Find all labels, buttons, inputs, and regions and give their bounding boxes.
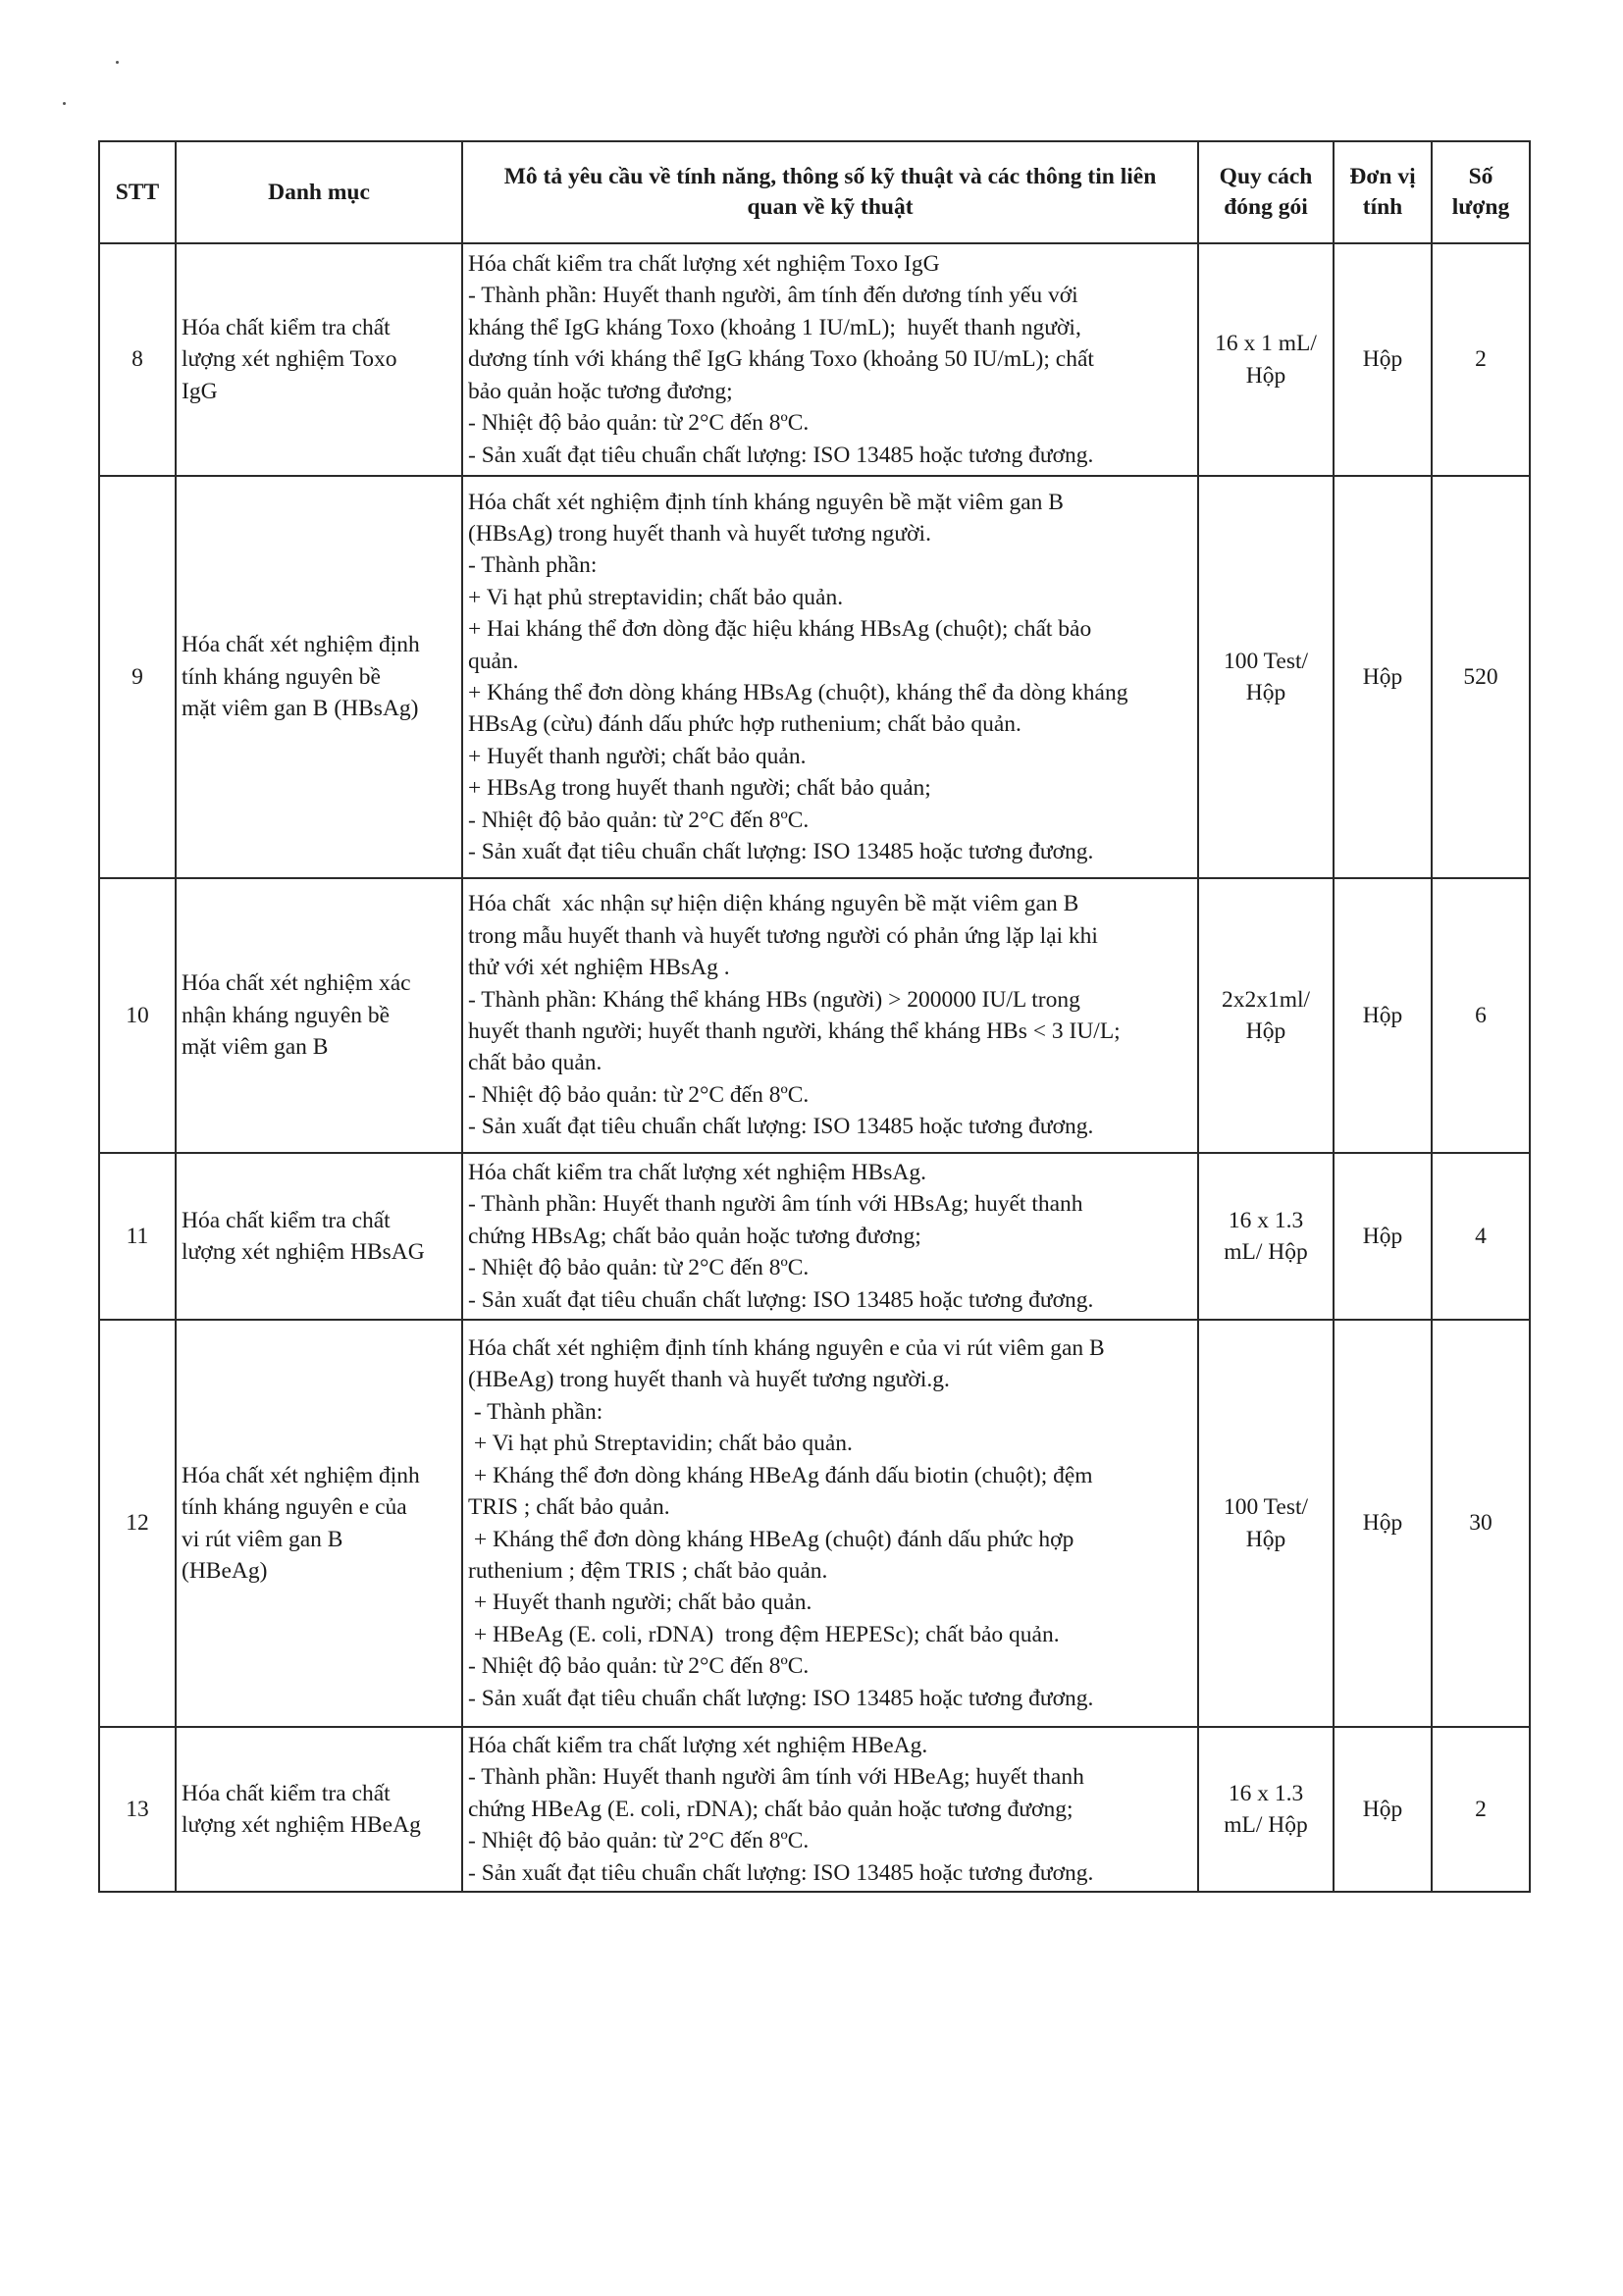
description-line: Hóa chất kiểm tra chất lượng xét nghiệm HBeAg.: [468, 1732, 928, 1758]
table-row: [99, 1320, 1530, 1727]
description-line: Hóa chất xét nghiệm định tính kháng nguyên e của vi rút viêm gan B: [468, 1335, 1105, 1362]
header-unit: [1334, 141, 1432, 243]
cell-description: [462, 1320, 1198, 1727]
description-line: dương tính với kháng thể IgG kháng Toxo (khoảng 50 IU/mL); chất: [468, 346, 1094, 373]
cell-stt: 12: [99, 1320, 176, 1727]
category-line: IgG: [182, 378, 218, 404]
packaging-line: 16 x 1.3: [1228, 1780, 1304, 1806]
cell-unit: Hộp: [1334, 476, 1432, 878]
header-packaging: [1198, 141, 1334, 243]
packaging-line: 16 x 1 mL/: [1215, 331, 1317, 357]
cell-packaging: [1198, 1153, 1334, 1320]
description-line: - Sản xuất đạt tiêu chuẩn chất lượng: ISO 13485 hoặc tương đương.: [468, 1685, 1094, 1711]
description-line: - Sản xuất đạt tiêu chuẩn chất lượng: ISO 13485 hoặc tương đương.: [468, 839, 1094, 865]
cell-packaging: [1198, 1727, 1334, 1892]
description-line: - Thành phần: Kháng thể kháng HBs (người) > 200000 IU/L trong: [468, 986, 1080, 1013]
header-unit-line: tính: [1362, 194, 1403, 220]
cell-unit: Hộp: [1334, 1320, 1432, 1727]
packaging-line: Hộp: [1245, 362, 1286, 389]
header-description: [462, 141, 1198, 243]
category-line: Hóa chất kiểm tra chất: [182, 1207, 391, 1233]
packaging-line: 2x2x1ml/: [1221, 986, 1311, 1013]
description-line: Hóa chất kiểm tra chất lượng xét nghiệm Toxo IgG: [468, 251, 940, 278]
cell-packaging: [1198, 476, 1334, 878]
cell-category: [176, 1320, 462, 1727]
cell-category: [176, 1727, 462, 1892]
category-line: lượng xét nghiệm Toxo: [182, 346, 397, 373]
description-line: (HBsAg) trong huyết thanh và huyết tương người.: [468, 520, 931, 547]
description-line: - Thành phần:: [468, 1398, 603, 1425]
table-header-row: [99, 141, 1530, 243]
description-line: - Thành phần: Huyết thanh người, âm tính đến dương tính yếu với: [468, 283, 1078, 309]
cell-stt: 10: [99, 878, 176, 1153]
cell-category: [176, 243, 462, 476]
cell-packaging: [1198, 243, 1334, 476]
cell-description: [462, 878, 1198, 1153]
scan-speck: [116, 61, 119, 64]
description-line: + Vi hạt phủ streptavidin; chất bảo quản.: [468, 584, 844, 610]
cell-stt: 13: [99, 1727, 176, 1892]
description-line: + HBeAg (E. coli, rDNA) trong đệm HEPESc); chất bảo quản.: [468, 1621, 1060, 1647]
description-line: + Hai kháng thể đơn dòng đặc hiệu kháng HBsAg (chuột); chất bảo: [468, 616, 1092, 643]
header-packaging-line: đóng gói: [1224, 194, 1308, 220]
description-line: + Huyết thanh người; chất bảo quản.: [468, 1590, 812, 1616]
header-quantity: [1432, 141, 1530, 243]
category-line: tính kháng nguyên e của: [182, 1494, 407, 1521]
category-line: lượng xét nghiệm HBeAg: [182, 1812, 421, 1838]
description-line: quản.: [468, 648, 519, 674]
category-line: Hóa chất kiểm tra chất: [182, 314, 391, 340]
cell-description: [462, 476, 1198, 878]
description-line: kháng thể IgG kháng Toxo (khoảng 1 IU/mL); huyết thanh người,: [468, 314, 1081, 340]
description-line: Hóa chất kiểm tra chất lượng xét nghiệm HBsAg.: [468, 1159, 926, 1185]
category-line: Hóa chất xét nghiệm xác: [182, 970, 411, 997]
header-packaging-line: Quy cách: [1219, 164, 1313, 189]
description-line: - Nhiệt độ bảo quản: từ 2°C đến 8ºC.: [468, 807, 810, 833]
cell-category: [176, 1153, 462, 1320]
description-line: + HBsAg trong huyết thanh người; chất bảo quản;: [468, 775, 931, 802]
description-line: Hóa chất xác nhận sự hiện diện kháng nguyên bề mặt viêm gan B: [468, 891, 1079, 917]
cell-quantity: 2: [1432, 243, 1530, 476]
description-line: - Thành phần:: [468, 552, 598, 579]
cell-packaging: [1198, 878, 1334, 1153]
category-line: (HBeAg): [182, 1557, 268, 1584]
cell-description: [462, 1727, 1198, 1892]
cell-unit: Hộp: [1334, 1727, 1432, 1892]
header-description-line: quan về kỹ thuật: [747, 194, 914, 220]
table-row: [99, 243, 1530, 476]
packaging-line: Hộp: [1245, 1526, 1286, 1552]
cell-quantity: 4: [1432, 1153, 1530, 1320]
cell-stt: 11: [99, 1153, 176, 1320]
cell-unit: Hộp: [1334, 1153, 1432, 1320]
description-line: - Sản xuất đạt tiêu chuẩn chất lượng: ISO 13485 hoặc tương đương.: [468, 1286, 1094, 1313]
table-row: [99, 878, 1530, 1153]
cell-unit: Hộp: [1334, 878, 1432, 1153]
cell-category: [176, 878, 462, 1153]
cell-stt: 8: [99, 243, 176, 476]
description-line: - Nhiệt độ bảo quản: từ 2°C đến 8ºC.: [468, 1828, 810, 1854]
cell-packaging: [1198, 1320, 1334, 1727]
description-line: - Thành phần: Huyết thanh người âm tính với HBsAg; huyết thanh: [468, 1191, 1083, 1218]
category-line: nhận kháng nguyên bề: [182, 1002, 391, 1028]
description-line: + Huyết thanh người; chất bảo quản.: [468, 743, 807, 769]
scan-speck: [63, 102, 66, 105]
description-line: bảo quản hoặc tương đương;: [468, 378, 733, 404]
table-body: [99, 243, 1530, 1892]
description-line: chứng HBeAg (E. coli, rDNA); chất bảo quản hoặc tương đương;: [468, 1796, 1073, 1822]
description-line: + Kháng thể đơn dòng kháng HBsAg (chuột), kháng thể đa dòng kháng: [468, 680, 1128, 705]
description-line: - Sản xuất đạt tiêu chuẩn chất lượng: ISO 13485 hoặc tương đương.: [468, 1114, 1094, 1140]
description-line: - Nhiệt độ bảo quản: từ 2°C đến 8ºC.: [468, 410, 810, 437]
category-line: vi rút viêm gan B: [182, 1526, 343, 1552]
cell-unit: Hộp: [1334, 243, 1432, 476]
header-quantity-line: lượng: [1451, 194, 1510, 220]
cell-stt: 9: [99, 476, 176, 878]
cell-quantity: 30: [1432, 1320, 1530, 1727]
description-line: chất bảo quản.: [468, 1050, 602, 1076]
description-line: - Sản xuất đạt tiêu chuẩn chất lượng: ISO 13485 hoặc tương đương.: [468, 442, 1094, 468]
packaging-line: Hộp: [1245, 1018, 1286, 1044]
description-line: huyết thanh người; huyết thanh người, kháng thể kháng HBs < 3 IU/L;: [468, 1018, 1121, 1044]
cell-description: [462, 1153, 1198, 1320]
cell-quantity: 520: [1432, 476, 1530, 878]
description-line: ruthenium ; đệm TRIS ; chất bảo quản.: [468, 1557, 828, 1584]
packaging-line: mL/ Hộp: [1224, 1239, 1308, 1265]
table-row: [99, 1153, 1530, 1320]
description-line: trong mẫu huyết thanh và huyết tương người có phản ứng lặp lại khi: [468, 922, 1098, 949]
header-quantity-line: Số: [1468, 164, 1493, 189]
table-row: [99, 476, 1530, 878]
description-line: Hóa chất xét nghiệm định tính kháng nguyên bề mặt viêm gan B: [468, 489, 1064, 515]
packaging-line: 16 x 1.3: [1228, 1207, 1304, 1233]
description-line: - Sản xuất đạt tiêu chuẩn chất lượng: ISO 13485 hoặc tương đương.: [468, 1859, 1094, 1886]
description-line: - Nhiệt độ bảo quản: từ 2°C đến 8ºC.: [468, 1081, 810, 1108]
cell-quantity: 2: [1432, 1727, 1530, 1892]
description-line: HBsAg (cừu) đánh dấu phức hợp ruthenium; chất bảo quản.: [468, 711, 1021, 738]
header-description-line: Mô tả yêu cầu về tính năng, thông số kỹ thuật và các thông tin liên: [503, 164, 1157, 189]
specification-table: [98, 140, 1531, 1893]
cell-category: [176, 476, 462, 878]
description-line: chứng HBsAg; chất bảo quản hoặc tương đương;: [468, 1223, 921, 1249]
packaging-line: 100 Test/: [1223, 648, 1309, 674]
category-line: Hóa chất xét nghiệm định: [182, 1462, 420, 1488]
description-line: - Nhiệt độ bảo quản: từ 2°C đến 8ºC.: [468, 1653, 810, 1680]
description-line: - Thành phần: Huyết thanh người âm tính với HBeAg; huyết thanh: [468, 1764, 1084, 1791]
packaging-line: 100 Test/: [1223, 1494, 1309, 1521]
table-row: [99, 1727, 1530, 1892]
cell-quantity: 6: [1432, 878, 1530, 1153]
category-line: mặt viêm gan B: [182, 1034, 329, 1061]
category-line: lượng xét nghiệm HBsAG: [182, 1239, 425, 1265]
header-category: Danh mục: [176, 141, 462, 243]
description-line: - Nhiệt độ bảo quản: từ 2°C đến 8ºC.: [468, 1255, 810, 1281]
description-line: thử với xét nghiệm HBsAg .: [468, 955, 730, 981]
packaging-line: Hộp: [1245, 680, 1286, 705]
category-line: Hóa chất kiểm tra chất: [182, 1780, 391, 1806]
description-line: + Vi hạt phủ Streptavidin; chất bảo quản.: [468, 1431, 853, 1457]
description-line: (HBeAg) trong huyết thanh và huyết tương người.g.: [468, 1367, 950, 1393]
description-line: TRIS ; chất bảo quản.: [468, 1494, 670, 1521]
category-line: Hóa chất xét nghiệm định: [182, 632, 420, 658]
description-line: + Kháng thể đơn dòng kháng HBeAg đánh dấu biotin (chuột); đệm: [468, 1462, 1093, 1488]
category-line: mặt viêm gan B (HBsAg): [182, 696, 419, 722]
header-unit-line: Đơn vị: [1349, 164, 1416, 189]
description-line: + Kháng thể đơn dòng kháng HBeAg (chuột) đánh dấu phức hợp: [468, 1526, 1074, 1552]
packaging-line: mL/ Hộp: [1224, 1812, 1308, 1838]
cell-description: [462, 243, 1198, 476]
header-stt: STT: [99, 141, 176, 243]
category-line: tính kháng nguyên bề: [182, 663, 381, 690]
